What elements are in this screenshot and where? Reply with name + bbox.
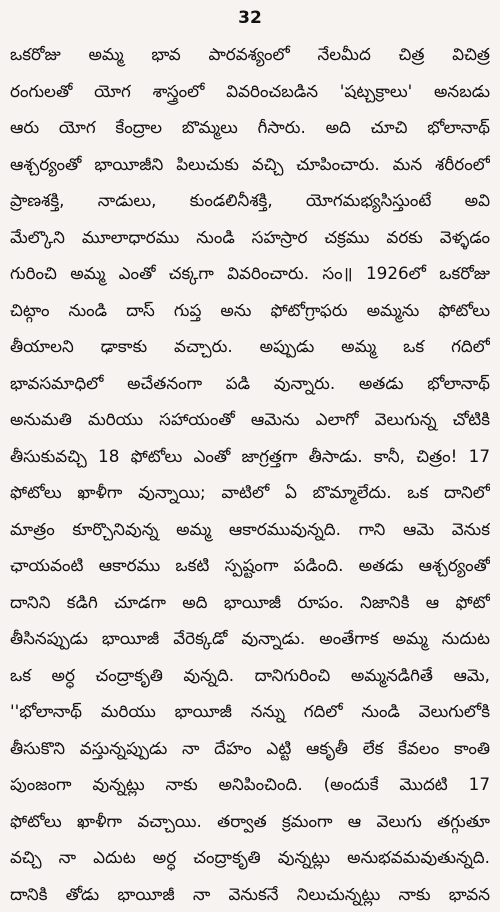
text-line: ప్రాణశక్తి, నాడులు, కుండలినీశక్తి, యోగమభ్యసిస్తుంటే అవి xyxy=(10,182,490,219)
text-line: తీయాలని ఢాకాకు వచ్చారు. అప్పుడు అమ్మ ఒక గదిలో xyxy=(10,328,490,365)
text-line: రంగులతో యోగ శాస్త్రంలో వివరించబడిన 'షట్చక్రాలు' అనబడు xyxy=(10,73,490,110)
text-line: ఆశ్చర్యంతో భాయీజీని పిలుచుకు వచ్చి చూపించారు. మన శరీరంలో xyxy=(10,146,490,183)
text-line: గురించి అమ్మ ఎంతో చక్కగా వివరించారు. సం॥ 1926లో ఒకరోజు xyxy=(10,255,490,292)
text-line: ఫోటోలు ఖాళీగా వచ్చాయి. తర్వాత క్రమంగా ఆ వెలుగు తగ్గుతూ xyxy=(10,803,490,840)
text-line: వచ్చి నా ఎదుట అర్ధ చంద్రాకృతి వున్నట్లు అనుభవమవుతున్నది. xyxy=(10,839,490,876)
body-text xyxy=(10,36,490,912)
text-line: ''భోలానాథ్ మరియు భాయీజీ నన్ను గదిలో నుండి వెలుగులోకి xyxy=(10,693,490,730)
text-line: తీసుకువచ్చి 18 ఫోటోలు ఎంతో జాగ్రత్తగా తీసాడు. కానీ, చిత్రం! 17 xyxy=(10,438,490,475)
text-line: తీసుకొని వస్తున్నప్పుడు నా దేహం ఎట్టి ఆకృతీ లేక కేవలం కాంతి xyxy=(10,730,490,767)
text-line: అనుమతి మరియు సహాయంతో ఆమెను ఎలాగో వెలుగున్న చోటికి xyxy=(10,401,490,438)
text-line: ఒక అర్ధ చంద్రాకృతి వున్నది. దానిగురించి అమ్మనడిగితే ఆమె, xyxy=(10,657,490,694)
text-line: ఫోటోలు ఖాళీగా వున్నాయి; వాటిలో ఏ బొమ్మాలేదు. ఒక దానిలో xyxy=(10,474,490,511)
text-line: భావసమాధిలో అచేతనంగా పడి వున్నారు. అతడు భోలానాథ్ xyxy=(10,365,490,402)
text-line: మాత్రం కూర్చొనివున్న అమ్మ ఆకారమువున్నది. గాని ఆమె వెనుక xyxy=(10,511,490,548)
text-line: ఒకరోజు అమ్మ భావ పారవశ్యంలో నేలమీద చిత్ర విచిత్ర xyxy=(10,36,490,73)
page-number: 32 xyxy=(10,6,490,36)
text-line: మేల్కొని మూలాధారము నుండి సహస్రార చక్రము వరకు వెళ్ళడం xyxy=(10,219,490,256)
text-line: తీసినప్పుడు భాయీజీ వేరెక్కడో వున్నాడు. అంతేగాక అమ్మ నుదుట xyxy=(10,620,490,657)
text-line: దానికి తోడు భాయీజీ నా వెనుకనే నిలుచున్నట్లు నాకు భావన xyxy=(10,876,490,912)
text-line: చిట్గాం నుండి దాస్ గుప్త అను ఫోటోగ్రాఫరు అమ్మను ఫోటోలు xyxy=(10,292,490,329)
text-line: పుంజంగా వున్నట్లు నాకు అనిపించింది. (అందుకే మొదటి 17 xyxy=(10,766,490,803)
text-line: దానిని కడిగి చూడగా అది భాయీజీ రూపం. నిజానికి ఆ ఫోటో xyxy=(10,584,490,621)
text-line: ఛాయవంటి ఆకారము ఒకటి స్పష్టంగా పడింది. అతడు ఆశ్చర్యంతో xyxy=(10,547,490,584)
text-line: ఆరు యోగ కేంద్రాల బొమ్మలు గీసారు. అది చూచి భోలానాథ్ xyxy=(10,109,490,146)
